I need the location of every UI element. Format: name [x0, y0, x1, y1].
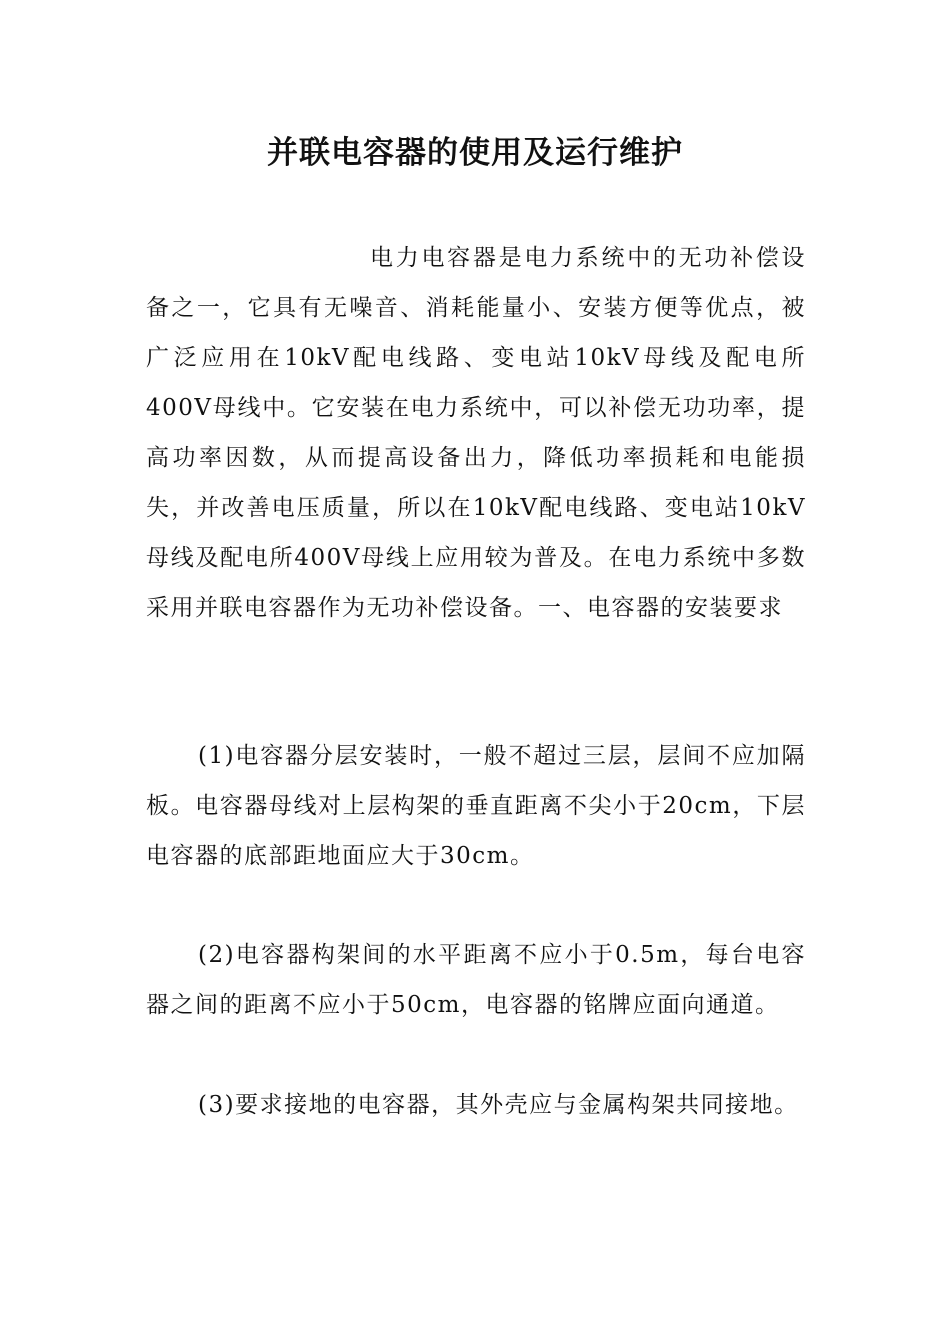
- requirement-2-paragraph: (2)电容器构架间的水平距离不应小于0.5m，每台电容器之间的距离不应小于50cm，电容器的铭牌应面向通道。: [146, 942, 806, 1018]
- intro-paragraph: 电力电容器是电力系统中的无功补偿设备之一，它具有无噪音、消耗能量小、安装方便等优点，被广泛应用在10kV配电线路、变电站10kV母线及配电所400V母线中。它安装在电力系统中，可以补偿无功功率，提高功率因数，从而提高设备出力，降低功率损耗和电能损失，并改善电压质量，所以在10kV配电线路、变电站10kV母线及配电所400V母线上应用较为普及。在电力系统中多数采用并联电容器作为无功补偿设备。一、电容器的安装要求: [146, 245, 806, 621]
- requirement-3-paragraph: (3)要求接地的电容器，其外壳应与金属构架共同接地。: [198, 1092, 799, 1118]
- document-title: 并联电容器的使用及运行维护: [267, 135, 683, 171]
- requirement-1-paragraph: (1)电容器分层安装时，一般不超过三层，层间不应加隔板。电容器母线对上层构架的垂直距离不尖小于20cm，下层电容器的底部距地面应大于30cm。: [146, 743, 806, 869]
